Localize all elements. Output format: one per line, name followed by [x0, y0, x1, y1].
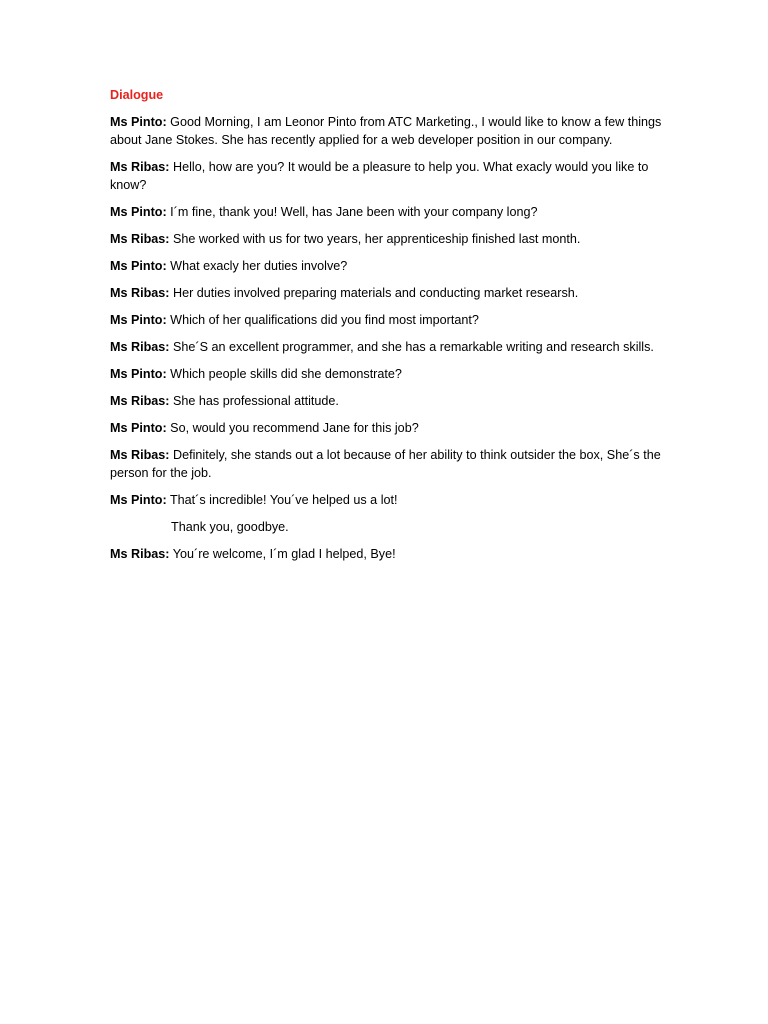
dialogue-text: Hello, how are you? It would be a pleasure to help you. What exacly would you like to know? [110, 160, 649, 192]
speaker-separator: : [165, 394, 170, 408]
speaker-name: Ms Ribas [110, 547, 166, 561]
speaker-name: Ms Ribas [110, 340, 166, 354]
dialogue-text: Good Morning, I am Leonor Pinto from ATC Marketing., I would like to know a few things about Jane Stokes. She has recently applied for a web developer position in our company. [110, 115, 662, 147]
dialogue-line [110, 230, 662, 248]
speaker-separator: : [162, 259, 167, 273]
speaker-separator: : [162, 421, 167, 435]
dialogue-line [110, 365, 662, 383]
speaker-separator: : [165, 160, 170, 174]
document-title: Dialogue [110, 88, 164, 102]
speaker-name: Ms Ribas [110, 394, 166, 408]
dialogue-text: Which people skills did she demonstrate? [166, 367, 402, 381]
speaker-separator: : [165, 232, 170, 246]
dialogue-text: She has professional attitude. [169, 394, 339, 408]
dialogue-line [110, 311, 662, 329]
dialogue-line [110, 113, 662, 149]
dialogue-line [110, 158, 662, 194]
dialogue-text: What exacly her duties involve? [166, 259, 348, 273]
dialogue-text: She´S an excellent programmer, and she has a remarkable writing and research skills. [169, 340, 654, 354]
dialogue-text: Thank you, goodbye. [171, 520, 289, 534]
speaker-name: Ms Ribas [110, 160, 166, 174]
speaker-separator: : [162, 115, 167, 129]
speaker-name: Ms Pinto [110, 313, 163, 327]
speaker-name: Ms Pinto [110, 115, 163, 129]
dialogue-line [110, 392, 662, 410]
dialogue-line [110, 284, 662, 302]
speaker-name: Ms Pinto [110, 421, 163, 435]
speaker-name: Ms Ribas [110, 286, 166, 300]
dialogue-text: You´re welcome, I´m glad I helped, Bye! [169, 547, 396, 561]
dialogue-text: So, would you recommend Jane for this job? [166, 421, 419, 435]
speaker-name: Ms Pinto [110, 259, 163, 273]
dialogue-line-continuation [110, 518, 662, 536]
dialogue-text: I´m fine, thank you! Well, has Jane been with your company long? [166, 205, 538, 219]
speaker-separator: : [165, 340, 170, 354]
speaker-separator: : [165, 547, 170, 561]
speaker-separator: : [162, 367, 167, 381]
dialogue-line [110, 257, 662, 275]
speaker-separator: : [162, 313, 167, 327]
dialogue-line [110, 338, 662, 356]
document-page [110, 86, 662, 572]
speaker-name: Ms Ribas [110, 448, 166, 462]
dialogue-text: Her duties involved preparing materials and conducting market researsh. [169, 286, 579, 300]
dialogue-text: Which of her qualifications did you find most important? [166, 313, 479, 327]
dialogue-line [110, 419, 662, 437]
dialogue-line [110, 446, 662, 482]
dialogue-line [110, 491, 662, 509]
dialogue-line [110, 203, 662, 221]
speaker-separator: : [162, 493, 167, 507]
dialogue-text: Definitely, she stands out a lot because of her ability to think outsider the box, She´s the person for the job. [110, 448, 661, 480]
speaker-name: Ms Pinto [110, 205, 163, 219]
dialogue-line [110, 545, 662, 563]
speaker-separator: : [165, 448, 170, 462]
speaker-name: Ms Pinto [110, 367, 163, 381]
speaker-separator: : [162, 205, 167, 219]
dialogue-text: She worked with us for two years, her apprenticeship finished last month. [169, 232, 581, 246]
dialogue-text: That´s incredible! You´ve helped us a lot! [166, 493, 398, 507]
speaker-name: Ms Ribas [110, 232, 166, 246]
speaker-separator: : [165, 286, 170, 300]
speaker-name: Ms Pinto [110, 493, 163, 507]
